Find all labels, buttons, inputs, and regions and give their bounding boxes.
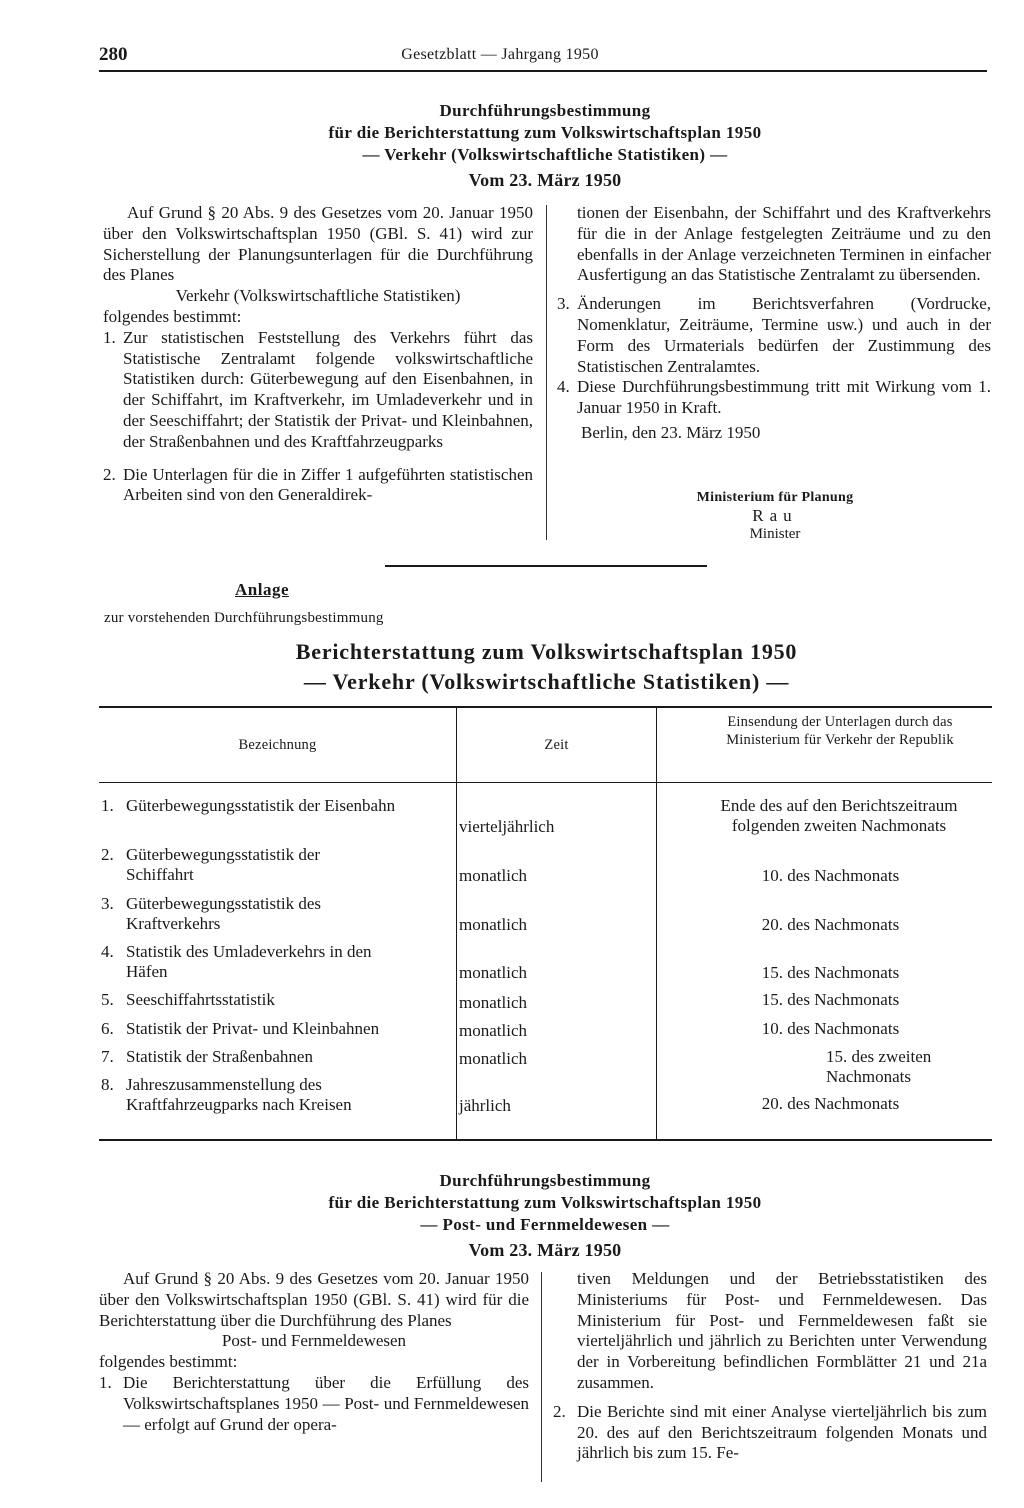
row-deadline: Ende des auf den Berichtszeitraum folgenden zweiten Nachmonats	[720, 796, 958, 835]
section1-item-1	[103, 328, 533, 453]
section2-date: Vom 23. März 1950	[468, 1240, 622, 1260]
item-number: 4.	[557, 377, 570, 397]
column-divider	[541, 1272, 542, 1482]
section2-item-2	[553, 1402, 987, 1464]
section2-right-column	[553, 1269, 987, 1464]
row-number: 3.	[101, 894, 114, 913]
section1-heading-line: — Verkehr (Volkswirtschaftliche Statistiken) —	[362, 145, 728, 164]
table-bottom-rule	[99, 1139, 992, 1141]
item-number: 2.	[553, 1401, 566, 1421]
item-text: tionen der Eisenbahn, der Schiffahrt und des Kraftverkehrs für die in der Anlage festgelegten Zeiträume und zu den ebenfalls in der Anlage verzeichneten Terminen in einfacher Ausfertigung an das Statistische Zentralamt zu übersenden.	[577, 203, 991, 285]
row-designation: Statistik des Umladeverkehrs in den Häfen	[126, 942, 372, 981]
section1-item-3	[557, 294, 991, 377]
row-deadline: 20. des Nachmonats	[761, 915, 900, 934]
section1-place-date: Berlin, den 23. März 1950	[581, 422, 761, 442]
running-title: Gesetzblatt — Jahrgang 1950	[401, 46, 599, 63]
section1-heading-line: für die Berichterstattung zum Volkswirtschaftsplan 1950	[328, 123, 762, 142]
row-deadline: 10. des Nachmonats	[761, 866, 900, 885]
item-number: 1.	[99, 1372, 112, 1392]
row-number: 2.	[101, 845, 114, 864]
row-number: 4.	[101, 942, 114, 961]
row-designation: Güterbewegungsstatistik der Eisenbahn	[126, 796, 396, 815]
table-header-rule	[99, 782, 992, 783]
item-number: 2.	[103, 464, 116, 484]
row-number: 1.	[101, 796, 114, 815]
header-rule	[99, 70, 987, 72]
item-text: Die Unterlagen für die in Ziffer 1 aufgeführten statistischen Arbeiten sind von den Generaldirek-	[123, 464, 533, 505]
row-deadline: 15. des Nachmonats	[761, 963, 900, 982]
section1-date: Vom 23. März 1950	[468, 170, 622, 190]
row-designation: Statistik der Privat- und Kleinbahnen	[126, 1019, 380, 1038]
column-header-time: Zeit	[544, 737, 569, 753]
section2-heading-line: für die Berichterstattung zum Volkswirtschaftsplan 1950	[328, 1193, 762, 1212]
row-number: 6.	[101, 1019, 114, 1038]
section2-item-1	[99, 1373, 529, 1435]
section1-item-2	[103, 465, 533, 507]
page-number: 280	[99, 44, 128, 65]
row-number: 8.	[101, 1075, 114, 1094]
item-text: Die Berichterstattung über die Erfüllung des Volkswirtschaftsplanes 1950 — Post- und Fernmeldewesen — erfolgt auf Grund der opera-	[123, 1372, 529, 1434]
row-deadline: 15. des Nachmonats	[761, 990, 900, 1009]
section1-heading	[150, 100, 940, 191]
section1-decreed: folgendes bestimmt:	[103, 306, 242, 326]
row-time: monatlich	[459, 963, 527, 982]
row-designation: Güterbewegungsstatistik des Kraftverkehrs	[126, 894, 321, 933]
section1-item-2-continued	[557, 203, 991, 286]
section-separator	[385, 565, 707, 567]
section2-intro: Auf Grund § 20 Abs. 9 des Gesetzes vom 20. Januar 1950 über den Volkswirtschaftsplan 1950 (GBl. S. 41) wird für die Berichterstattung über die Durchführung des Planes	[99, 1269, 529, 1330]
item-number: 1.	[103, 327, 116, 347]
item-text: Zur statistischen Feststellung des Verkehrs führt das Statistische Zentralamt folgende volkswirtschaftliche Statistiken durch: Güterbewegung auf den Eisenbahnen, in der Schiffahrt, im Kraftverkehr, im Umladeverkehr und in der Seeschiffahrt; der Statistik der Privat- und Kleinbahnen, der Straßenbahnen und des Kraftfahrzeugparks	[123, 327, 533, 451]
row-time: monatlich	[459, 1021, 527, 1040]
signature-block	[640, 490, 910, 543]
row-designation: Jahreszusammenstellung des Kraftfahrzeugparks nach Kreisen	[126, 1075, 352, 1114]
table-column-divider	[456, 708, 457, 1139]
row-time: monatlich	[459, 866, 527, 885]
section1-item-4	[557, 377, 991, 419]
signature-title: Minister	[749, 526, 801, 542]
signature-name: Rau	[752, 506, 798, 525]
section2-heading	[150, 1170, 940, 1261]
item-text: Die Berichte sind mit einer Analyse vierteljährlich bis zum 20. des auf den Berichtszeitraum folgenden Monats und jährlich bis zum 15. Fe-	[577, 1401, 987, 1463]
row-time: vierteljährlich	[459, 817, 555, 836]
row-designation: Güterbewegungsstatistik der Schiffahrt	[126, 845, 321, 884]
section1-intro: Auf Grund § 20 Abs. 9 des Gesetzes vom 20. Januar 1950 über den Volkswirtschaftsplan 1950 (GBl. S. 41) wird zur Sicherstellung der Planungsunterlagen für die Durchführung des Planes	[103, 203, 533, 285]
item-text: Änderungen im Berichtsverfahren (Vordrucke, Nomenklatur, Zeiträume, Termine usw.) und auch in der Form des Urmaterials bedürfen der Zustimmung des Statistischen Zentralamtes.	[577, 294, 991, 376]
row-time: monatlich	[459, 1049, 527, 1068]
section2-left-column	[99, 1269, 529, 1435]
row-number: 5.	[101, 990, 114, 1009]
section1-right-column	[557, 203, 991, 444]
column-divider	[546, 205, 547, 540]
section2-heading-line: — Post- und Fernmeldewesen —	[420, 1215, 670, 1234]
row-time: jährlich	[459, 1096, 511, 1115]
row-deadline: 20. des Nachmonats	[761, 1094, 900, 1113]
section1-heading-line: Durchführungsbestimmung	[439, 101, 651, 120]
row-designation: Statistik der Straßenbahnen	[126, 1047, 313, 1066]
row-number: 7.	[101, 1047, 114, 1066]
row-designation: Seeschiffahrtsstatistik	[126, 990, 275, 1009]
item-text: Diese Durchführungsbestimmung tritt mit Wirkung vom 1. Januar 1950 in Kraft.	[577, 377, 991, 418]
table-top-rule	[99, 706, 992, 708]
column-header-submission: Einsendung der Unterlagen durch das Ministerium für Verkehr der Republik	[726, 714, 954, 748]
item-text: tiven Meldungen und der Betriebsstatistiken des Ministeriums für Post- und Fernmeldewesen. Das Ministerium für Post- und Fernmeldewesen faßt sie vierteljährlich und jährlich zu Berichten unter Verwendung der in Vorbereitung befindlichen Formblätter 21 und 21a zusammen.	[577, 1269, 987, 1392]
section2-item-1-continued	[553, 1269, 987, 1394]
section1-left-column	[103, 203, 533, 506]
row-time: monatlich	[459, 993, 527, 1012]
row-time: monatlich	[459, 915, 527, 934]
row-deadline: 10. des Nachmonats	[761, 1019, 900, 1038]
row-deadline: 15. des zweiten Nachmonats	[826, 1047, 932, 1086]
annex-label: Anlage	[235, 580, 289, 599]
annex-title-line2: — Verkehr (Volkswirtschaftliche Statistiken) —	[303, 669, 790, 694]
section1-subject: Verkehr (Volkswirtschaftliche Statistiken)	[175, 286, 461, 306]
section2-decreed: folgendes bestimmt:	[99, 1352, 238, 1372]
section2-heading-line: Durchführungsbestimmung	[439, 1171, 651, 1190]
section2-subject: Post- und Fernmeldewesen	[221, 1331, 407, 1351]
signature-ministry: Ministerium für Planung	[696, 490, 854, 505]
item-number: 3.	[557, 294, 570, 314]
annex-subtitle: zur vorstehenden Durchführungsbestimmung	[104, 610, 384, 626]
annex-title-line1: Berichterstattung zum Volkswirtschaftsplan 1950	[295, 639, 798, 664]
column-header-designation: Bezeichnung	[238, 737, 317, 753]
